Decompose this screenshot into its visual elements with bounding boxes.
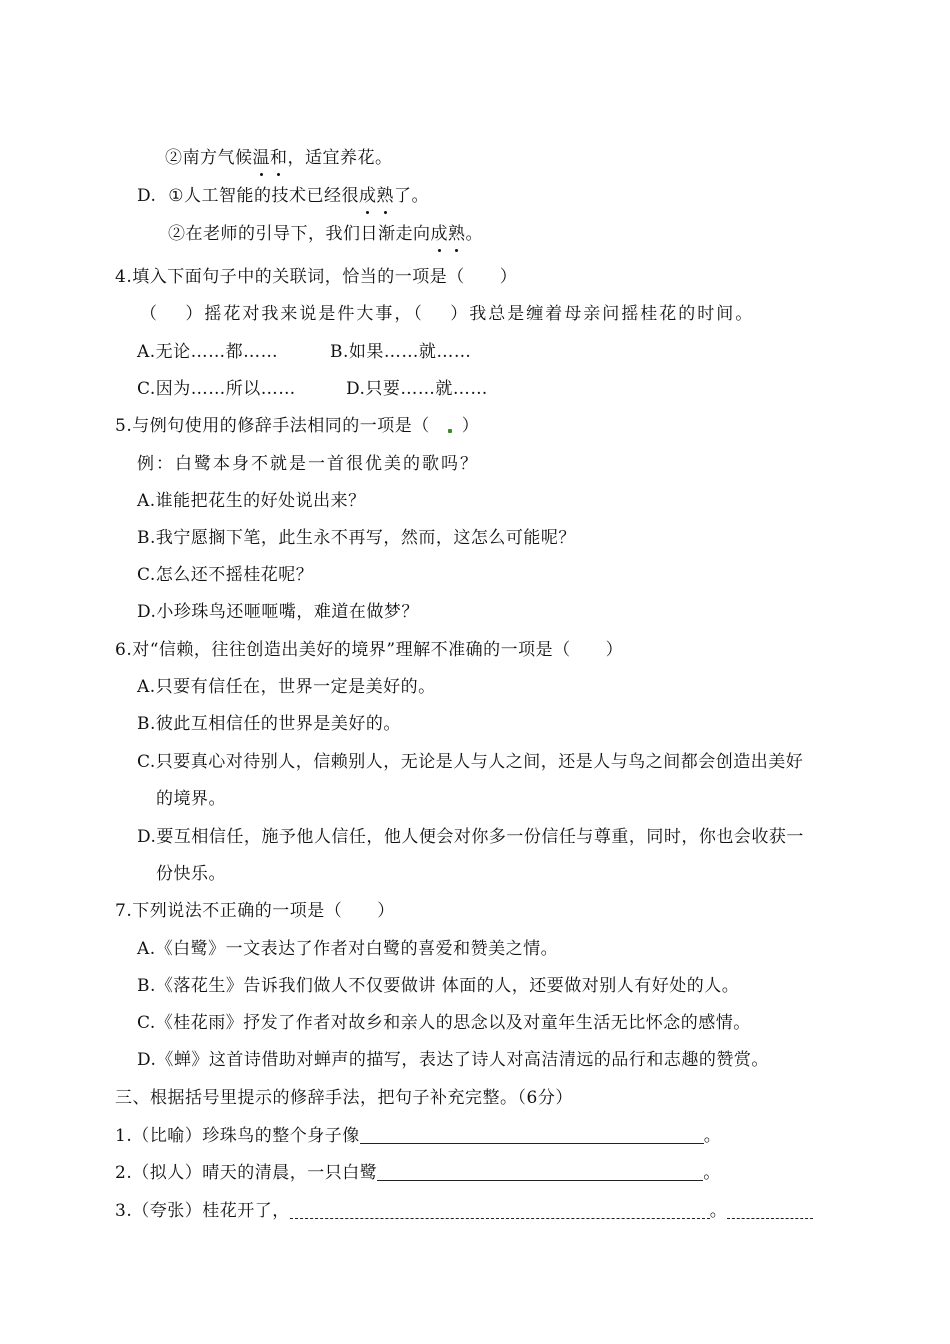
- dotted-char: 熟: [448, 224, 466, 244]
- q4-option-b: B.如果……就……: [330, 342, 472, 362]
- dotted-char: 成: [359, 186, 377, 206]
- q3-option-d2: ②在老师的引导下，我们日渐走向成熟。: [168, 224, 483, 244]
- dotted-char: 和: [270, 148, 288, 168]
- q3-option-d1: D. ①人工智能的技术已经很成熟了。: [137, 186, 429, 206]
- q4-stem: 4.填入下面句子中的关联词，恰当的一项是（ ）: [115, 267, 518, 287]
- q7-option-c: C.《桂花雨》抒发了作者对故乡和亲人的思念以及对童年生活无比怀念的感情。: [137, 1013, 751, 1033]
- q3-option-c2: ②南方气候温和，适宜养花。: [165, 148, 393, 168]
- dotted-char: 成: [430, 224, 448, 244]
- q6-option-c-cont: 的境界。: [156, 789, 226, 809]
- section3-q3: 3.（夸张）桂花开了， 。: [115, 1199, 813, 1223]
- answer-blank[interactable]: [360, 1125, 704, 1144]
- answer-blank[interactable]: [290, 1200, 710, 1219]
- q5-stem: 5.与例句使用的修辞手法相同的一项是（ ）: [115, 416, 480, 436]
- q6-option-b: B.彼此互相信任的世界是美好的。: [137, 714, 401, 734]
- q5-option-d: D.小珍珠鸟还咂咂嘴，难道在做梦？: [137, 602, 419, 622]
- q4-option-d: D.只要……就……: [346, 379, 488, 399]
- dotted-char: 熟: [376, 186, 394, 206]
- q5-example: 例：白鹭本身不就是一首很优美的歌吗？: [137, 454, 479, 474]
- answer-blank-tail: [727, 1200, 813, 1219]
- section3-q2: 2.（拟人）晴天的清晨，一只白鹭 。: [115, 1163, 721, 1183]
- q5-option-c: C.怎么还不摇桂花呢？: [137, 565, 314, 585]
- section3-q1: 1.（比喻）珍珠鸟的整个身子像 。: [115, 1126, 722, 1146]
- q7-option-d: D.《蝉》这首诗借助对蝉声的描写，表达了诗人对高洁清远的品行和志趣的赞赏。: [137, 1050, 769, 1070]
- q5-option-a: A.谁能把花生的好处说出来？: [137, 491, 366, 511]
- q6-option-d: D.要互相信任，施予他人信任，他人便会对你多一份信任与尊重，同时，你也会收获一: [137, 827, 804, 847]
- answer-blank[interactable]: [377, 1162, 703, 1181]
- q7-option-b: B.《落花生》告诉我们做人不仅要做讲 体面的人，还要做对别人有好处的人。: [137, 976, 740, 996]
- q4-option-c: C.因为……所以……: [137, 379, 296, 399]
- dotted-char: 温: [252, 148, 270, 168]
- q5-option-b: B.我宁愿搁下笔，此生永不再写，然而，这怎么可能呢？: [137, 528, 576, 548]
- q6-option-c: C.只要真心对待别人，信赖别人，无论是人与人之间，还是人与鸟之间都会创造出美好: [137, 752, 804, 772]
- q4-option-a: A.无论……都……: [137, 342, 279, 362]
- green-mark-icon: [448, 429, 452, 433]
- q7-option-a: A.《白鹭》一文表达了作者对白鹭的喜爱和赞美之情。: [137, 939, 559, 959]
- section3-heading: 三、根据括号里提示的修辞手法，把句子补充完整。（6分）: [115, 1088, 573, 1108]
- q6-stem: 6.对“信赖，往往创造出美好的境界”理解不准确的一项是（ ）: [115, 640, 624, 660]
- q6-option-d-cont: 份快乐。: [156, 864, 226, 884]
- q6-option-a: A.只要有信任在，世界一定是美好的。: [137, 677, 436, 697]
- q4-sentence: （ ）摇花对我来说是件大事，（ ）我总是缠着母亲问摇桂花的时间。: [140, 304, 755, 324]
- q7-stem: 7.下列说法不正确的一项是（ ）: [115, 901, 395, 921]
